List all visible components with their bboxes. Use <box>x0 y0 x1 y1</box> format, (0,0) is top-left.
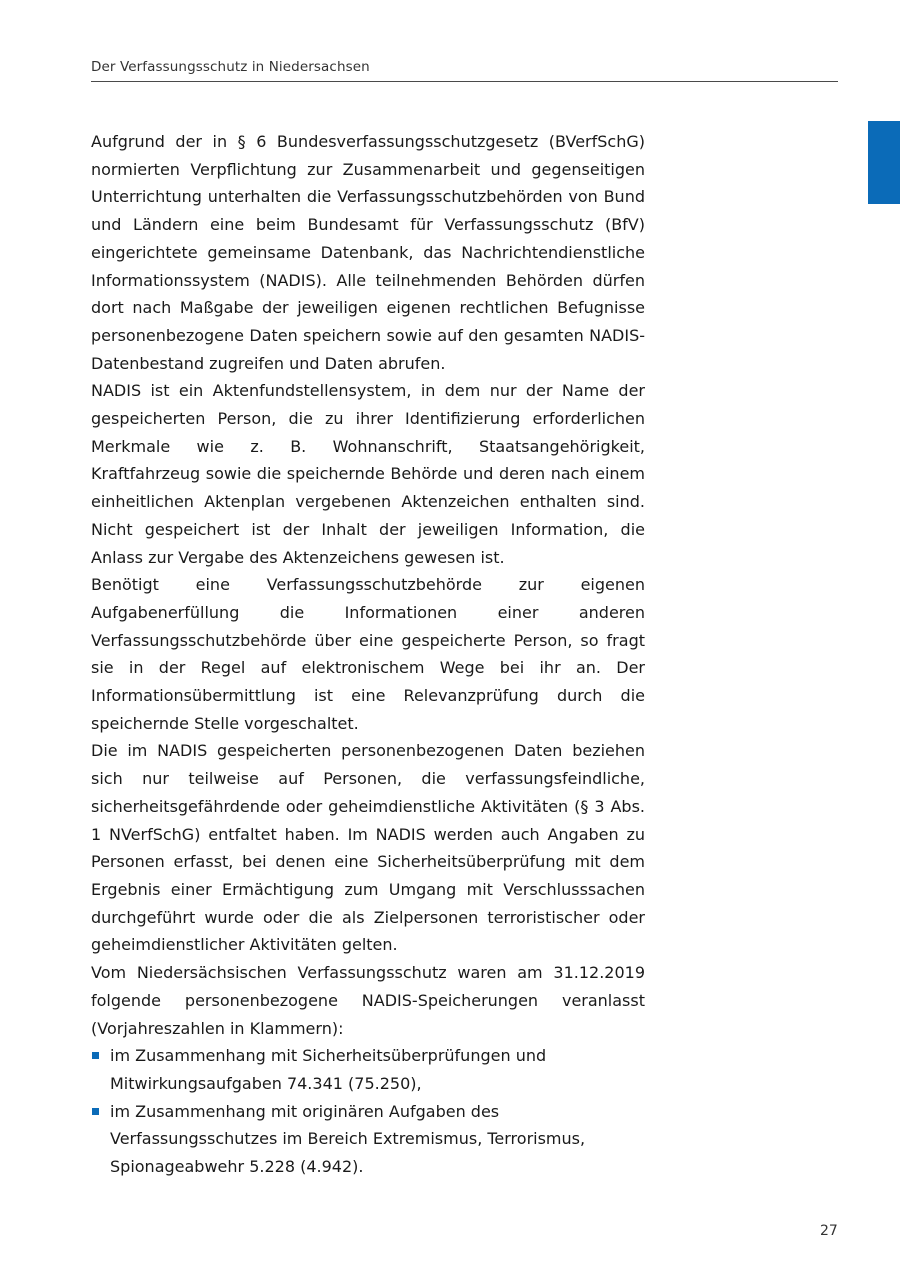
storage-count-list <box>91 1042 645 1181</box>
square-bullet-icon <box>92 1108 99 1115</box>
square-bullet-icon <box>92 1052 99 1059</box>
list-item <box>91 1098 645 1181</box>
list-item-text: im Zusammenhang mit Sicherheitsüberprüfungen und Mitwirkungsaufgaben 74.341 (75.250), <box>110 1046 547 1093</box>
paragraph-storage-count-intro: Vom Niedersächsischen Verfassungsschutz waren am 31.12.2019 folgende personenbezogene NADIS-Speicherungen veranlasst (Vorjahreszahlen in Klammern): <box>91 963 645 1038</box>
running-header: Der Verfassungsschutz in Niedersachsen <box>91 59 370 75</box>
paragraph-stored-data: Die im NADIS gespeicherten personenbezogenen Daten beziehen sich nur teilweise auf Personen, die verfassungsfeindliche, sicherheitsgefährdende oder geheimdienstliche Aktivitäten (§ 3 Abs. 1 NVerfSchG) entfaltet haben. Im NADIS werden auch Angaben zu Personen erfasst, bei denen eine Sicherheitsüberprüfung mit dem Ergebnis einer Ermächtigung zum Umgang mit Verschlusssachen durchgeführt wurde oder die als Zielpersonen terroristischer oder geheimdienstlicher Aktivitäten gelten. <box>91 741 645 955</box>
list-item-text: im Zusammenhang mit originären Aufgaben des Verfassungsschutzes im Bereich Extremismus, Terrorismus, Spionageabwehr 5.228 (4.942). <box>110 1101 586 1177</box>
paragraph-nadis-system: NADIS ist ein Aktenfundstellensystem, in dem nur der Name der gespeicherten Person, die zu ihrer Identifizierung erforderlichen Merkmale wie z. B. Wohnanschrift, Staatsangehörigkeit, Kraftfahrzeug sowie die speichernde Behörde und deren nach einem einheitlichen Aktenplan vergebenen Aktenzeichen enthalten sind. Nicht gespeichert ist der Inhalt der jeweiligen Information, die Anlass zur Vergabe des Aktenzeichens gewesen ist. <box>91 381 645 567</box>
list-item <box>91 1042 645 1097</box>
chapter-side-tab <box>868 121 900 204</box>
paragraph-information-request: Benötigt eine Verfassungsschutzbehörde zur eigenen Aufgabenerfüllung die Informationen einer anderen Verfassungsschutzbehörde über eine gespeicherte Person, so fragt sie in der Regel auf elektronischem Wege bei ihr an. Der Informationsübermittlung ist eine Relevanzprüfung durch die speichernde Stelle vorgeschaltet. <box>91 575 645 733</box>
page-number: 27 <box>820 1223 838 1239</box>
header-rule <box>91 81 838 82</box>
paragraph-nadis-intro: Aufgrund der in § 6 Bundesverfassungsschutzgesetz (BVerfSchG) normierten Verpflichtung zur Zusammenarbeit und gegenseitigen Unterrichtung unterhalten die Verfassungsschutzbehörden von Bund und Ländern eine beim Bundesamt für Verfassungsschutz (BfV) eingerichtete gemeinsame Datenbank, das Nachrichtendienstliche Informationssystem (NADIS). Alle teilnehmenden Behörden dürfen dort nach Maßgabe der jeweiligen eigenen rechtlichen Befugnisse personenbezogene Daten speichern sowie auf den gesamten NADIS-Datenbestand zugreifen und Daten abrufen. <box>91 132 645 373</box>
body-text <box>91 128 645 1181</box>
